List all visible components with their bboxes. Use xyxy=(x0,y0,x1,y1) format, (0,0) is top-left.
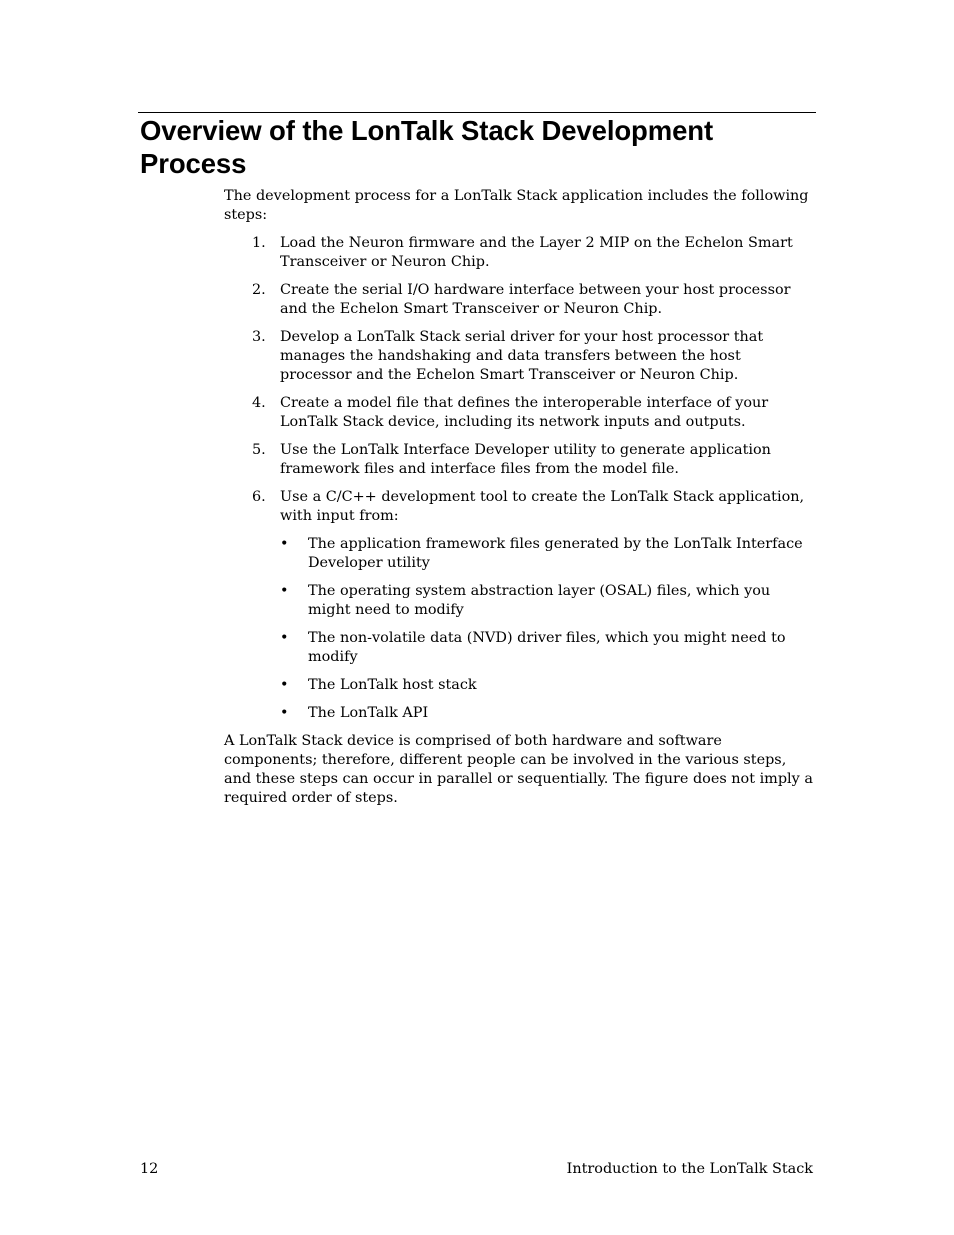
step-item xyxy=(224,328,816,385)
step-item xyxy=(224,234,816,272)
bullet-icon: • xyxy=(280,677,289,693)
sub-item-text: The application framework files generated by the LonTalk Interface Developer utility xyxy=(308,536,803,571)
sub-item xyxy=(280,704,816,723)
section-body xyxy=(224,187,816,808)
bullet-icon: • xyxy=(280,583,289,599)
sub-item-text: The LonTalk host stack xyxy=(308,677,477,693)
step-text: Create a model file that defines the interoperable interface of your LonTalk Stack device, including its network inputs and outputs. xyxy=(280,395,769,430)
step-item xyxy=(224,281,816,319)
footer-chapter-title: Introduction to the LonTalk Stack xyxy=(566,1161,813,1177)
step-number: 6. xyxy=(252,489,266,505)
step-text: Use the LonTalk Interface Developer utility to generate application framework files and interface files from the model file. xyxy=(280,442,771,477)
step-text: Create the serial I/O hardware interface between your host processor and the Echelon Smart Transceiver or Neuron Chip. xyxy=(280,282,791,317)
step-item xyxy=(224,394,816,432)
bullet-icon: • xyxy=(280,630,289,646)
sub-item xyxy=(280,535,816,573)
section-title: Overview of the LonTalk Stack Development Process xyxy=(140,115,714,179)
step-item xyxy=(224,488,816,723)
closing-paragraph: A LonTalk Stack device is comprised of both hardware and software components; therefore, different people can be involved in the various steps, and these steps can occur in parallel or sequentially. The figure does not imply a required order of steps. xyxy=(224,733,813,806)
step-number: 3. xyxy=(252,329,266,345)
step-number: 5. xyxy=(252,442,266,458)
sub-item-text: The operating system abstraction layer (OSAL) files, which you might need to modify xyxy=(308,583,771,618)
bullet-icon: • xyxy=(280,705,289,721)
step-number: 4. xyxy=(252,395,266,411)
heading-rule xyxy=(138,112,816,113)
sub-item xyxy=(280,629,816,667)
sub-item xyxy=(280,582,816,620)
step-text: Develop a LonTalk Stack serial driver for your host processor that manages the handshaking and data transfers between the host processor and the Echelon Smart Transceiver or Neuron Chip. xyxy=(280,329,764,383)
step-item xyxy=(224,441,816,479)
step-text: Load the Neuron firmware and the Layer 2 MIP on the Echelon Smart Transceiver or Neuron Chip. xyxy=(280,235,793,270)
bullet-icon: • xyxy=(280,536,289,552)
sub-items-list xyxy=(280,535,816,723)
page-number: 12 xyxy=(140,1161,159,1177)
intro-paragraph: The development process for a LonTalk Stack application includes the following steps: xyxy=(224,188,809,223)
step-text: Use a C/C++ development tool to create the LonTalk Stack application, with input from: xyxy=(280,489,805,524)
steps-list xyxy=(224,234,816,723)
sub-item-text: The LonTalk API xyxy=(308,705,429,721)
step-number: 2. xyxy=(252,282,266,298)
step-number: 1. xyxy=(252,235,266,251)
sub-item xyxy=(280,676,816,695)
sub-item-text: The non-volatile data (NVD) driver files, which you might need to modify xyxy=(308,630,786,665)
